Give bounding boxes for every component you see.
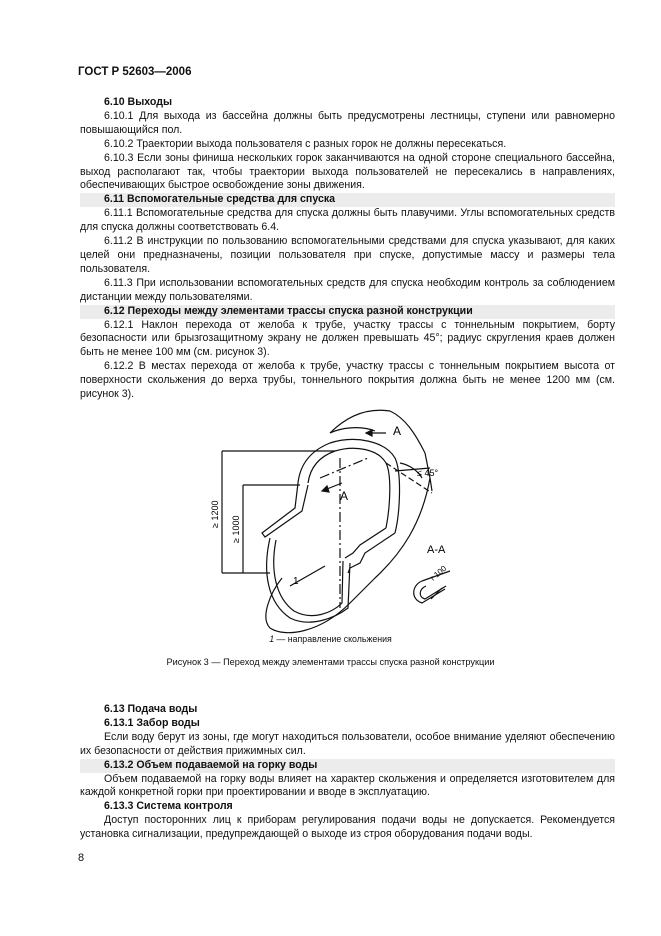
subsection-6-13-1-heading: 6.13.1 Забор воды bbox=[104, 716, 200, 729]
label-a-top: A bbox=[393, 424, 402, 438]
figure-3-drawing bbox=[190, 403, 470, 648]
document-header: ГОСТ Р 52603—2006 bbox=[78, 66, 192, 78]
legend-number: 1 bbox=[269, 634, 275, 644]
label-direction-1: 1 bbox=[293, 576, 299, 587]
para-6-11-1: 6.11.1 Вспомогательные средства для спуска должны быть плавучими. Углы вспомогательных средств для спуска должны соответствовать 6.4. bbox=[80, 207, 615, 234]
page-number: 8 bbox=[78, 852, 85, 864]
subsection-6-13-3-heading: 6.13.3 Система контроля bbox=[104, 800, 233, 813]
para-6-13-1: Если воду берут из зоны, где могут находиться пользователи, особое внимание уделяют обеспечению их безопасности от действия прижимных сил. bbox=[80, 730, 615, 757]
para-6-10-3: 6.10.3 Если зоны финиша нескольких горок заканчиваются на одной стороне специального бассейна, выход располагают так, чтобы траектории выхода пользователей не пересекались в направлениях, обеспечивающих быстрое освобождение зоны движения. bbox=[80, 151, 615, 192]
section-6-11-heading: 6.11 Вспомогательные средства для спуска bbox=[80, 193, 615, 207]
label-section-aa: A-A bbox=[427, 544, 446, 556]
label-radius: r 100 bbox=[428, 563, 449, 583]
figure-lines bbox=[222, 410, 450, 632]
label-height-1200: ≥ 1200 bbox=[210, 500, 220, 528]
para-6-13-2: Объем подаваемой на горку воды влияет на характер скольжения и определяется изготовителем для каждой конкретной горки при проектировании и вводе в эксплуатацию. bbox=[80, 772, 615, 799]
legend-text: — направление скольжения bbox=[274, 634, 392, 644]
main-text-lower bbox=[80, 703, 615, 842]
subsection-6-13-2-heading: 6.13.2 Объем подаваемой на горку воды bbox=[80, 759, 615, 773]
para-6-13-3: Доступ посторонних лиц к приборам регулирования подачи воды не допускается. Рекомендуется установка сигнализации, предупреждающей о выходе из строя оборудования подачи воды. bbox=[80, 814, 615, 841]
para-6-10-2: 6.10.2 Траектории выхода пользователя с разных горок не должны пересекаться. bbox=[104, 137, 507, 150]
para-6-12-2: 6.12.2 В местах перехода от желоба к трубе, участку трассы с тоннельным покрытием высота от поверхности скольжения до верха трубы, тоннельного покрытия должна быть не менее 1200 мм (см. рисунок 3). bbox=[80, 360, 615, 401]
para-6-10-1: 6.10.1 Для выхода из бассейна должны быть предусмотрены лестницы, ступени или равномерно повышающийся пол. bbox=[80, 109, 615, 136]
label-a-mid: A bbox=[340, 489, 349, 503]
para-6-12-1: 6.12.1 Наклон перехода от желоба к трубе, участку трассы с тоннельным покрытием, борту безопасности или брызгозащитному экрану не должен превышать 45°; радиус скругления краев должен быть не менее 100 мм (см. рисунок 3). bbox=[80, 318, 615, 359]
label-height-1000: ≥ 1000 bbox=[231, 515, 241, 543]
para-6-11-3: 6.11.3 При использовании вспомогательных средств для спуска необходим контроль за соблюдением дистанции между пользователями. bbox=[80, 276, 615, 303]
figure-caption: Рисунок 3 — Переход между элементами трассы спуска разной конструкции bbox=[166, 657, 495, 667]
section-6-13-heading: 6.13 Подача воды bbox=[104, 703, 198, 715]
section-6-12-heading: 6.12 Переходы между элементами трассы спуска разной конструкции bbox=[80, 305, 615, 319]
figure-legend bbox=[0, 634, 661, 644]
para-6-11-2: 6.11.2 В инструкции по пользованию вспомогательными средствами для спуска указывают, для каких целей они предназначены, позиции пользователя при спуске, допустимые массу и размеры тела пользователя. bbox=[80, 235, 615, 275]
label-angle: ≤ 45° bbox=[417, 468, 439, 478]
section-6-10-heading: 6.10 Выходы bbox=[104, 96, 172, 108]
main-text-upper bbox=[80, 96, 615, 402]
